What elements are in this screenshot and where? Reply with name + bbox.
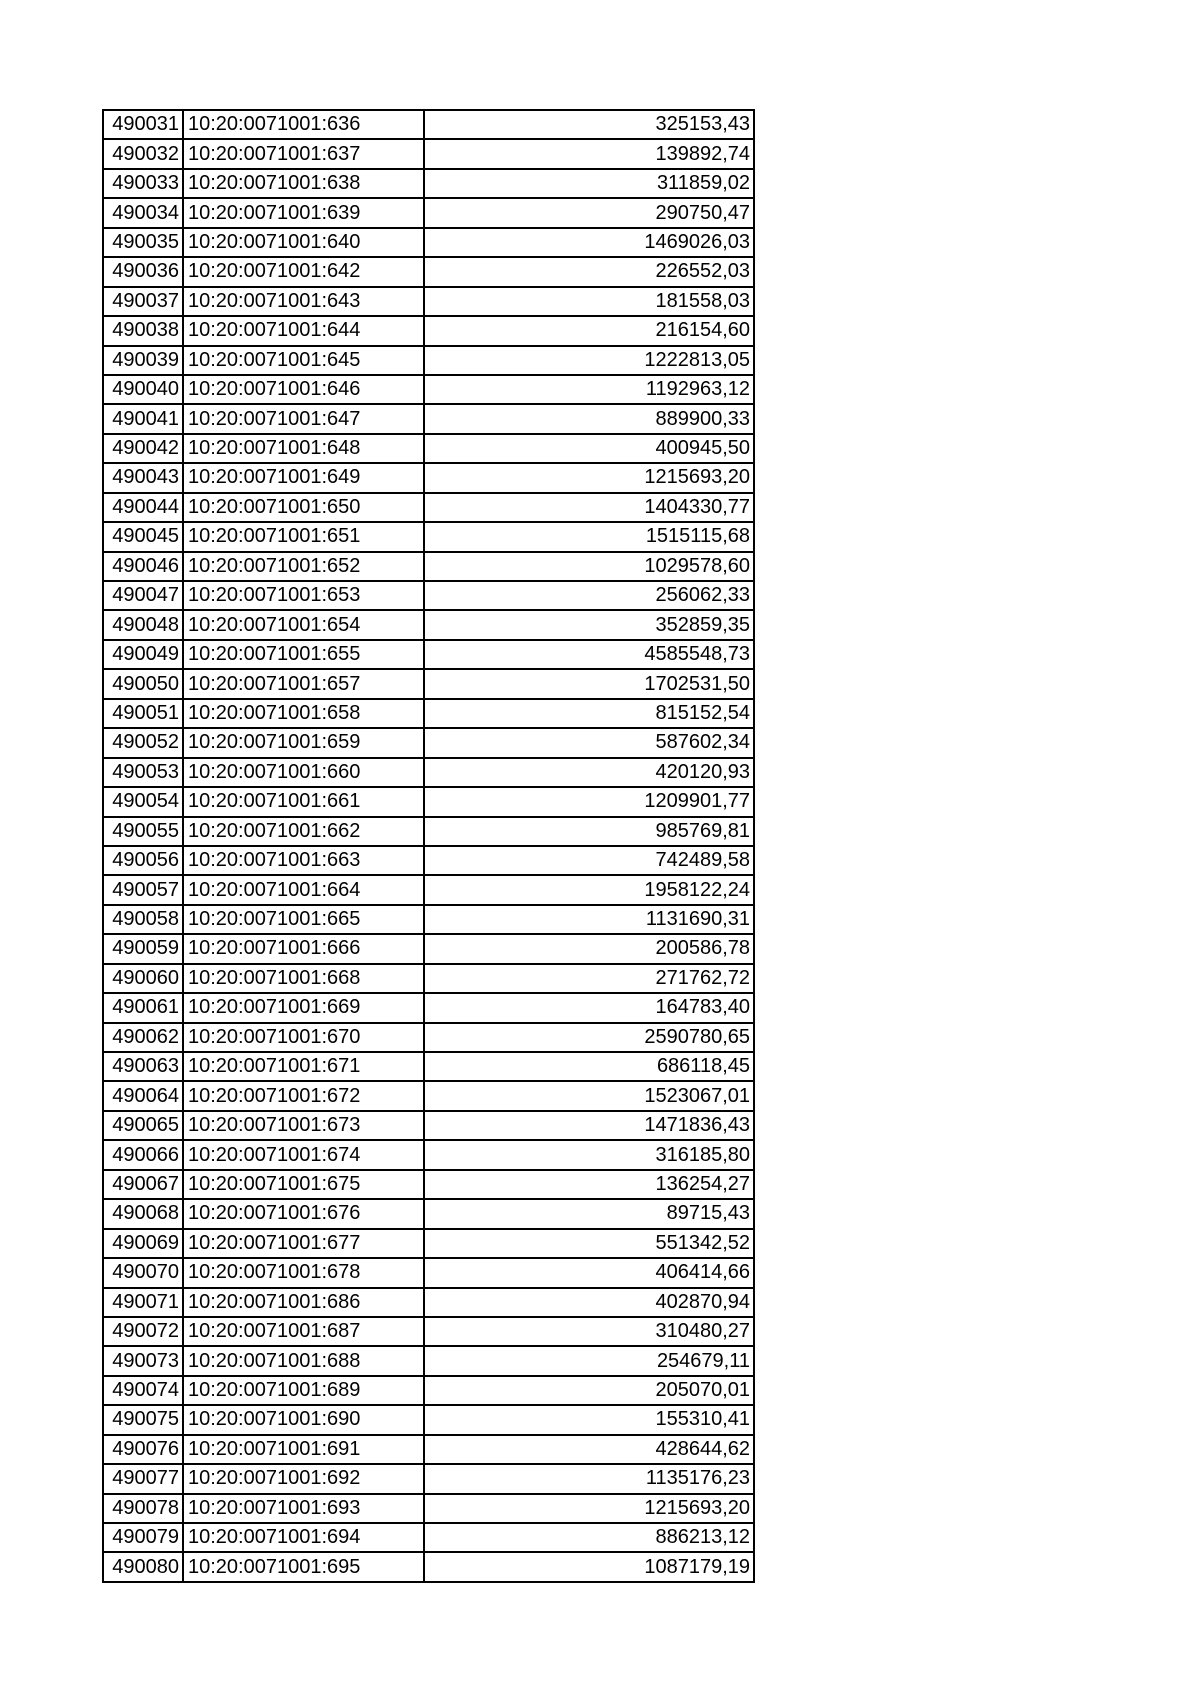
row-number-cell: 490035: [103, 228, 183, 257]
table-row: [103, 699, 754, 728]
cadastral-number-cell: 10:20:0071001:650: [183, 493, 424, 522]
table-row: [103, 669, 754, 698]
cadastral-value-cell: 181558,03: [424, 287, 754, 316]
cadastral-value-cell: 742489,58: [424, 846, 754, 875]
cadastral-value-cell: 428644,62: [424, 1435, 754, 1464]
cadastral-number-cell: 10:20:0071001:647: [183, 404, 424, 433]
cadastral-number-cell: 10:20:0071001:646: [183, 375, 424, 404]
table-row: [103, 463, 754, 492]
cadastral-value-cell: 226552,03: [424, 257, 754, 286]
row-number-cell: 490047: [103, 581, 183, 610]
table-row: [103, 993, 754, 1022]
cadastral-value-cell: 400945,50: [424, 434, 754, 463]
table-row: [103, 1140, 754, 1169]
cadastral-value-cell: 139892,74: [424, 139, 754, 168]
table-row: [103, 905, 754, 934]
cadastral-value-cell: 1215693,20: [424, 463, 754, 492]
table-row: [103, 787, 754, 816]
table-row: [103, 375, 754, 404]
cadastral-number-cell: 10:20:0071001:655: [183, 640, 424, 669]
table-row: [103, 817, 754, 846]
cadastral-number-cell: 10:20:0071001:642: [183, 257, 424, 286]
cadastral-value-cell: 1471836,43: [424, 1111, 754, 1140]
cadastral-value-cell: 1222813,05: [424, 346, 754, 375]
table-row: [103, 1170, 754, 1199]
cadastral-number-cell: 10:20:0071001:662: [183, 817, 424, 846]
cadastral-number-cell: 10:20:0071001:660: [183, 758, 424, 787]
row-number-cell: 490060: [103, 964, 183, 993]
table-row: [103, 610, 754, 639]
cadastral-value-cell: 402870,94: [424, 1288, 754, 1317]
cadastral-value-cell: 254679,11: [424, 1346, 754, 1375]
cadastral-number-cell: 10:20:0071001:658: [183, 699, 424, 728]
cadastral-number-cell: 10:20:0071001:689: [183, 1376, 424, 1405]
table-row: [103, 1346, 754, 1375]
cadastral-number-cell: 10:20:0071001:695: [183, 1552, 424, 1581]
cadastral-value-cell: 216154,60: [424, 316, 754, 345]
table-row: [103, 1258, 754, 1287]
row-number-cell: 490059: [103, 934, 183, 963]
row-number-cell: 490078: [103, 1494, 183, 1523]
table-row: [103, 1552, 754, 1581]
cadastral-value-table: [102, 109, 755, 1583]
table-row: [103, 640, 754, 669]
table-row: [103, 1494, 754, 1523]
cadastral-number-cell: 10:20:0071001:659: [183, 728, 424, 757]
table-row: [103, 1288, 754, 1317]
table-row: [103, 728, 754, 757]
cadastral-number-cell: 10:20:0071001:694: [183, 1523, 424, 1552]
row-number-cell: 490079: [103, 1523, 183, 1552]
cadastral-number-cell: 10:20:0071001:652: [183, 552, 424, 581]
row-number-cell: 490077: [103, 1464, 183, 1493]
table-row: [103, 316, 754, 345]
cadastral-number-cell: 10:20:0071001:645: [183, 346, 424, 375]
table-row: [103, 228, 754, 257]
row-number-cell: 490056: [103, 846, 183, 875]
cadastral-value-cell: 1192963,12: [424, 375, 754, 404]
cadastral-value-cell: 886213,12: [424, 1523, 754, 1552]
row-number-cell: 490041: [103, 404, 183, 433]
row-number-cell: 490058: [103, 905, 183, 934]
cadastral-number-cell: 10:20:0071001:688: [183, 1346, 424, 1375]
table-row: [103, 1052, 754, 1081]
cadastral-number-cell: 10:20:0071001:671: [183, 1052, 424, 1081]
cadastral-number-cell: 10:20:0071001:673: [183, 1111, 424, 1140]
row-number-cell: 490067: [103, 1170, 183, 1199]
row-number-cell: 490072: [103, 1317, 183, 1346]
cadastral-number-cell: 10:20:0071001:676: [183, 1199, 424, 1228]
cadastral-value-cell: 1087179,19: [424, 1552, 754, 1581]
row-number-cell: 490034: [103, 198, 183, 227]
table-row: [103, 1229, 754, 1258]
cadastral-value-cell: 1131690,31: [424, 905, 754, 934]
cadastral-value-cell: 290750,47: [424, 198, 754, 227]
row-number-cell: 490062: [103, 1023, 183, 1052]
cadastral-number-cell: 10:20:0071001:644: [183, 316, 424, 345]
cadastral-number-cell: 10:20:0071001:649: [183, 463, 424, 492]
row-number-cell: 490042: [103, 434, 183, 463]
row-number-cell: 490064: [103, 1081, 183, 1110]
table-row: [103, 493, 754, 522]
cadastral-value-cell: 316185,80: [424, 1140, 754, 1169]
cadastral-value-cell: 551342,52: [424, 1229, 754, 1258]
cadastral-number-cell: 10:20:0071001:675: [183, 1170, 424, 1199]
cadastral-value-cell: 889900,33: [424, 404, 754, 433]
cadastral-value-cell: 985769,81: [424, 817, 754, 846]
row-number-cell: 490061: [103, 993, 183, 1022]
row-number-cell: 490055: [103, 817, 183, 846]
table-row: [103, 434, 754, 463]
cadastral-number-cell: 10:20:0071001:648: [183, 434, 424, 463]
row-number-cell: 490049: [103, 640, 183, 669]
cadastral-value-cell: 89715,43: [424, 1199, 754, 1228]
row-number-cell: 490076: [103, 1435, 183, 1464]
row-number-cell: 490039: [103, 346, 183, 375]
row-number-cell: 490045: [103, 522, 183, 551]
row-number-cell: 490048: [103, 610, 183, 639]
cadastral-value-cell: 1215693,20: [424, 1494, 754, 1523]
cadastral-value-cell: 1135176,23: [424, 1464, 754, 1493]
cadastral-value-cell: 200586,78: [424, 934, 754, 963]
cadastral-number-cell: 10:20:0071001:663: [183, 846, 424, 875]
cadastral-number-cell: 10:20:0071001:669: [183, 993, 424, 1022]
cadastral-number-cell: 10:20:0071001:639: [183, 198, 424, 227]
table-row: [103, 1111, 754, 1140]
cadastral-number-cell: 10:20:0071001:693: [183, 1494, 424, 1523]
row-number-cell: 490033: [103, 169, 183, 198]
cadastral-number-cell: 10:20:0071001:672: [183, 1081, 424, 1110]
table-row: [103, 522, 754, 551]
cadastral-number-cell: 10:20:0071001:664: [183, 875, 424, 904]
cadastral-number-cell: 10:20:0071001:643: [183, 287, 424, 316]
row-number-cell: 490070: [103, 1258, 183, 1287]
table-row: [103, 934, 754, 963]
table-row: [103, 139, 754, 168]
row-number-cell: 490038: [103, 316, 183, 345]
cadastral-value-cell: 271762,72: [424, 964, 754, 993]
cadastral-value-cell: 325153,43: [424, 110, 754, 139]
cadastral-value-cell: 1523067,01: [424, 1081, 754, 1110]
row-number-cell: 490037: [103, 287, 183, 316]
cadastral-number-cell: 10:20:0071001:686: [183, 1288, 424, 1317]
cadastral-value-cell: 155310,41: [424, 1405, 754, 1434]
row-number-cell: 490073: [103, 1346, 183, 1375]
row-number-cell: 490032: [103, 139, 183, 168]
table-body: [103, 110, 754, 1582]
cadastral-number-cell: 10:20:0071001:687: [183, 1317, 424, 1346]
table-row: [103, 1376, 754, 1405]
table-row: [103, 1317, 754, 1346]
cadastral-value-cell: 1702531,50: [424, 669, 754, 698]
cadastral-number-cell: 10:20:0071001:651: [183, 522, 424, 551]
cadastral-value-cell: 1958122,24: [424, 875, 754, 904]
row-number-cell: 490053: [103, 758, 183, 787]
table-row: [103, 875, 754, 904]
table-row: [103, 346, 754, 375]
cadastral-number-cell: 10:20:0071001:677: [183, 1229, 424, 1258]
cadastral-number-cell: 10:20:0071001:654: [183, 610, 424, 639]
row-number-cell: 490031: [103, 110, 183, 139]
table-row: [103, 552, 754, 581]
cadastral-value-cell: 587602,34: [424, 728, 754, 757]
row-number-cell: 490065: [103, 1111, 183, 1140]
row-number-cell: 490057: [103, 875, 183, 904]
cadastral-value-cell: 352859,35: [424, 610, 754, 639]
row-number-cell: 490044: [103, 493, 183, 522]
cadastral-value-cell: 1029578,60: [424, 552, 754, 581]
cadastral-value-cell: 205070,01: [424, 1376, 754, 1405]
row-number-cell: 490063: [103, 1052, 183, 1081]
cadastral-value-cell: 1469026,03: [424, 228, 754, 257]
table-row: [103, 257, 754, 286]
row-number-cell: 490075: [103, 1405, 183, 1434]
table-row: [103, 1405, 754, 1434]
row-number-cell: 490052: [103, 728, 183, 757]
table-row: [103, 1435, 754, 1464]
table-row: [103, 846, 754, 875]
cadastral-number-cell: 10:20:0071001:657: [183, 669, 424, 698]
row-number-cell: 490074: [103, 1376, 183, 1405]
cadastral-value-cell: 1404330,77: [424, 493, 754, 522]
row-number-cell: 490069: [103, 1229, 183, 1258]
table-row: [103, 198, 754, 227]
table-row: [103, 169, 754, 198]
table-row: [103, 1523, 754, 1552]
cadastral-number-cell: 10:20:0071001:670: [183, 1023, 424, 1052]
cadastral-value-cell: 256062,33: [424, 581, 754, 610]
row-number-cell: 490066: [103, 1140, 183, 1169]
table-row: [103, 1023, 754, 1052]
table-row: [103, 1199, 754, 1228]
cadastral-value-cell: 310480,27: [424, 1317, 754, 1346]
cadastral-number-cell: 10:20:0071001:637: [183, 139, 424, 168]
row-number-cell: 490071: [103, 1288, 183, 1317]
row-number-cell: 490054: [103, 787, 183, 816]
row-number-cell: 490080: [103, 1552, 183, 1581]
cadastral-value-cell: 815152,54: [424, 699, 754, 728]
cadastral-value-cell: 406414,66: [424, 1258, 754, 1287]
cadastral-value-cell: 136254,27: [424, 1170, 754, 1199]
cadastral-number-cell: 10:20:0071001:638: [183, 169, 424, 198]
cadastral-value-cell: 4585548,73: [424, 640, 754, 669]
cadastral-value-cell: 420120,93: [424, 758, 754, 787]
table-row: [103, 1081, 754, 1110]
cadastral-number-cell: 10:20:0071001:665: [183, 905, 424, 934]
cadastral-value-cell: 1209901,77: [424, 787, 754, 816]
cadastral-number-cell: 10:20:0071001:653: [183, 581, 424, 610]
cadastral-number-cell: 10:20:0071001:690: [183, 1405, 424, 1434]
table-row: [103, 404, 754, 433]
table-row: [103, 964, 754, 993]
cadastral-value-cell: 311859,02: [424, 169, 754, 198]
cadastral-number-cell: 10:20:0071001:636: [183, 110, 424, 139]
cadastral-value-cell: 2590780,65: [424, 1023, 754, 1052]
cadastral-value-cell: 686118,45: [424, 1052, 754, 1081]
cadastral-number-cell: 10:20:0071001:674: [183, 1140, 424, 1169]
row-number-cell: 490068: [103, 1199, 183, 1228]
row-number-cell: 490050: [103, 669, 183, 698]
cadastral-number-cell: 10:20:0071001:678: [183, 1258, 424, 1287]
cadastral-number-cell: 10:20:0071001:661: [183, 787, 424, 816]
cadastral-value-cell: 1515115,68: [424, 522, 754, 551]
table-row: [103, 758, 754, 787]
table-row: [103, 287, 754, 316]
row-number-cell: 490040: [103, 375, 183, 404]
row-number-cell: 490046: [103, 552, 183, 581]
cadastral-number-cell: 10:20:0071001:668: [183, 964, 424, 993]
table-row: [103, 1464, 754, 1493]
cadastral-number-cell: 10:20:0071001:666: [183, 934, 424, 963]
cadastral-number-cell: 10:20:0071001:640: [183, 228, 424, 257]
row-number-cell: 490036: [103, 257, 183, 286]
cadastral-value-cell: 164783,40: [424, 993, 754, 1022]
table-row: [103, 110, 754, 139]
table-row: [103, 581, 754, 610]
row-number-cell: 490043: [103, 463, 183, 492]
row-number-cell: 490051: [103, 699, 183, 728]
cadastral-number-cell: 10:20:0071001:691: [183, 1435, 424, 1464]
cadastral-number-cell: 10:20:0071001:692: [183, 1464, 424, 1493]
